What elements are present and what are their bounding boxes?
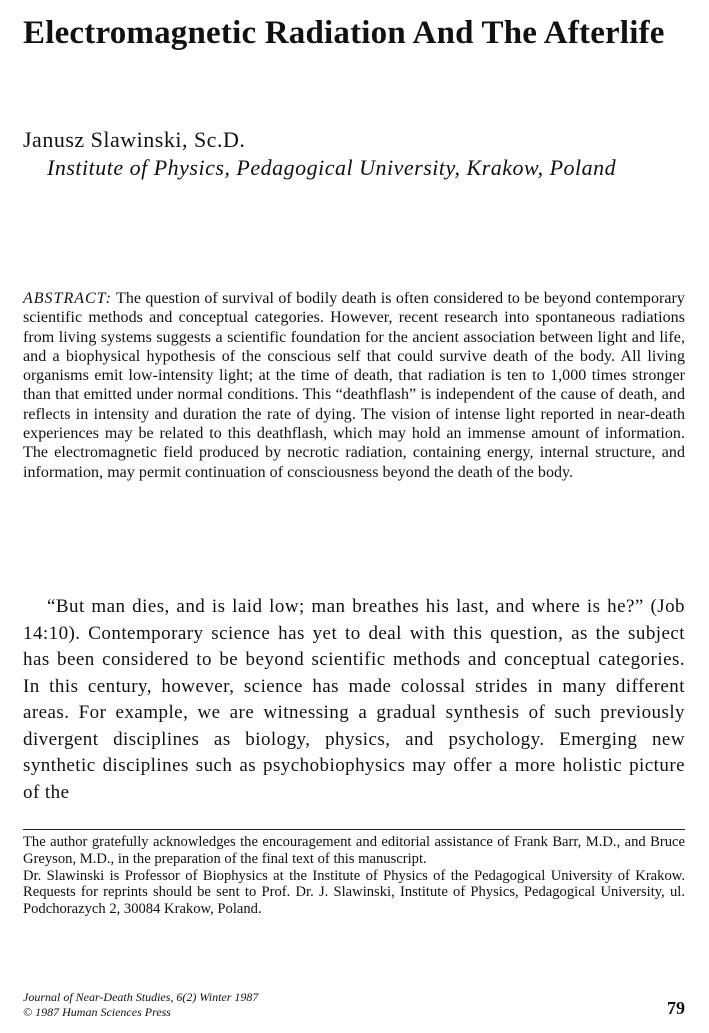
abstract-text: The question of survival of bodily death is often considered to be beyond contemporary scientific methods and conceptual categories. However, recent research into spontaneous radiations from living systems suggests a scientific foundation for the ancient association between light and life, and a biophysical hypothesis of the conscious self that could survive death of the body. All living organisms emit low-intensity light; at the time of death, that radiation is ten to 1,000 times stronger than that emitted under normal conditions. This “deathflash” is independent of the cause of death, and reflects in intensity and duration the rate of dying. The vision of intense light reported in near-death experiences may be related to this deathflash, which may hold an immense amount of information. The electromagnetic field produced by necrotic radiation, containing energy, internal structure, and information, may permit continuation of consciousness beyond the death of the body. — [23, 290, 685, 481]
author-name: Janusz Slawinski, Sc.D. — [23, 127, 246, 152]
footnote-divider — [23, 829, 685, 830]
copyright-line: © 1987 Human Sciences Press — [23, 1005, 171, 1019]
article-title: Electromagnetic Radiation And The Afterlife — [23, 15, 665, 51]
journal-citation — [23, 990, 423, 1020]
footnote-acknowledgement: The author gratefully acknowledges the encouragement and editorial assistance of Frank Barr, M.D., and Bruce Greyson, M.D., in the preparation of the final text of this manuscript. — [23, 834, 685, 867]
abstract — [23, 289, 685, 482]
journal-name: Journal of Near-Death Studies, 6(2) Winter 1987 — [23, 990, 259, 1004]
footnote-author-info: Dr. Slawinski is Professor of Biophysics at the Institute of Physics of the Pedagogical University of Krakow. Requests for reprints should be sent to Prof. Dr. J. Slawinski, Institute of Physics, Pedagogical University, ul. Podchorazych 2, 30084 Krakow, Poland. — [23, 867, 685, 918]
author-affiliation: Institute of Physics, Pedagogical University, Krakow, Poland — [47, 155, 617, 180]
abstract-label: ABSTRACT: — [23, 290, 113, 307]
page-number: 79 — [667, 998, 685, 1018]
footnotes — [23, 834, 685, 918]
body-paragraph: “But man dies, and is laid low; man breathes his last, and where is he?” (Job 14:10). Contemporary science has yet to deal with this question, as the subject has been considered to be beyond scientific methods and conceptual categories. In this century, however, science has made colossal strides in many different areas. For example, we are witnessing a gradual synthesis of such previously divergent disciplines as biology, physics, and psychology. Emerging new synthetic disciplines such as psychobiophysics may offer a more holistic picture of the — [23, 596, 685, 803]
